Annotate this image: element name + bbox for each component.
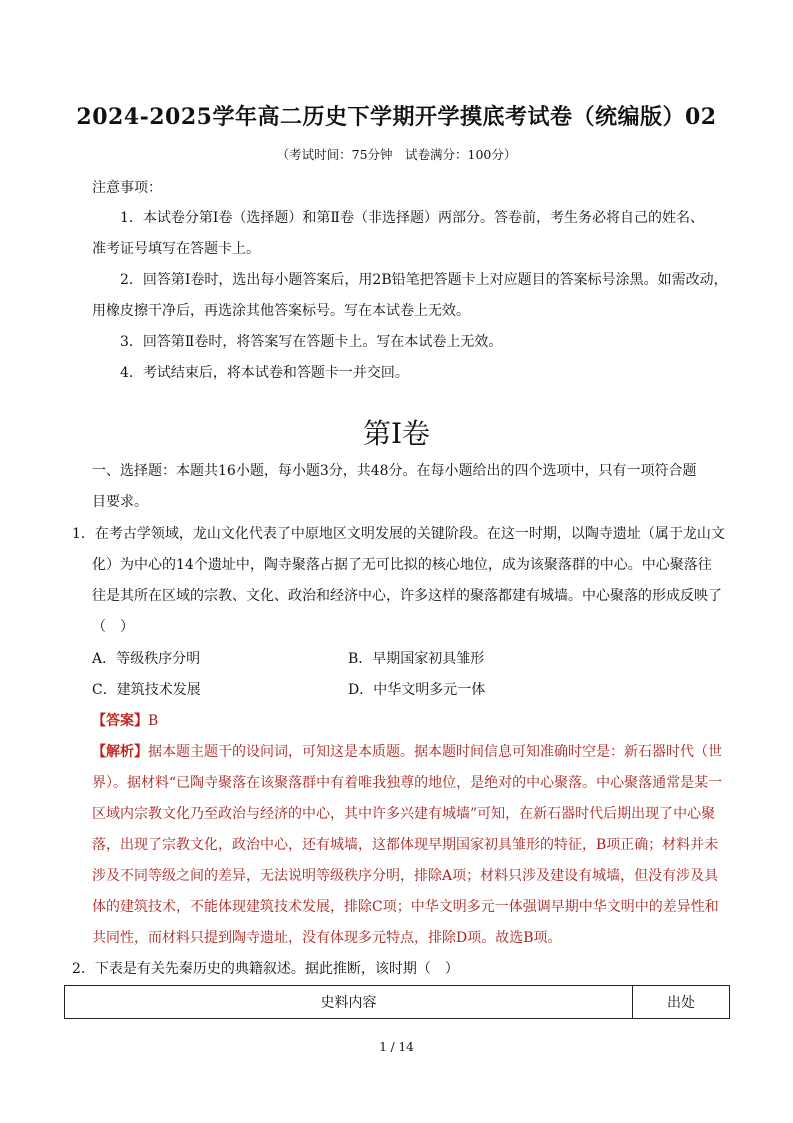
q1-option-a: A．等级秩序分明	[92, 651, 201, 667]
answer-value: B	[148, 713, 159, 729]
section-intro: 一、选择题：本题共16小题，每小题3分，共48分。在每小题给出的四个选项中，只有一项符合题	[92, 463, 697, 479]
notice-line: 1．本试卷分第Ⅰ卷（选择题）和第Ⅱ卷（非选择题）两部分。答卷前，考生务必将自己的姓名、	[120, 210, 704, 226]
q1-stem: 往是其所在区域的宗教、文化、政治和经济中心，许多这样的聚落都建有城墙。中心聚落的形成反映了	[92, 588, 722, 604]
q1-stem: 1．在考古学领域，龙山文化代表了中原地区文明发展的关键阶段。在这一时期，以陶寺遗址（属于龙山文	[72, 526, 725, 542]
notice-line: 3．回答第Ⅱ卷时，将答案写在答题卡上。写在本试卷上无效。	[120, 334, 503, 350]
q1-stem: 化）为中心的14个遗址中，陶寺聚落占据了无可比拟的核心地位，成为该聚落群的中心。中心聚落往	[92, 557, 712, 573]
section-title: 第Ⅰ卷	[362, 417, 431, 450]
q1-answer	[92, 710, 158, 730]
q1-analysis: 涉及不同等级之间的差异，无法说明等级秩序分明，排除A项；材料只涉及建设有城墙，但没有涉及具	[92, 868, 719, 884]
table-header-content: 史料内容	[65, 986, 633, 1018]
q1-stem: （ ）	[92, 619, 134, 635]
table-header-source: 出处	[667, 995, 695, 1011]
notice-line: 用橡皮擦干净后，再选涂其他答案标号。写在本试卷上无效。	[92, 303, 470, 319]
notice-heading: 注意事项：	[92, 180, 162, 196]
analysis-label: 【解析】	[92, 744, 148, 760]
q2-stem: 2．下表是有关先秦历史的典籍叙述。据此推断，该时期（ ）	[72, 961, 459, 977]
section-intro: 目要求。	[92, 494, 148, 510]
answer-label: 【答案】	[92, 713, 148, 729]
q1-analysis: 体的建筑技术，不能体现建筑技术发展，排除C项；中华文明多元一体强调早期中华文明中的差异性和	[92, 899, 719, 915]
q1-analysis: 共同性，而材料只提到陶寺遗址，没有体现多元特点，排除D项。故选B项。	[92, 930, 562, 946]
q1-analysis: 区域内宗教文化乃至政治与经济的中心，其中许多兴建有城墙”可知，在新石器时代后期出现了中心聚	[92, 806, 716, 822]
notice-line: 4．考试结束后，将本试卷和答题卡一并交回。	[120, 365, 409, 381]
q1-option-b: B．早期国家初具雏形	[348, 651, 485, 667]
notice-line: 准考证号填写在答题卡上。	[92, 241, 260, 257]
analysis-text: 据本题主题干的设问词，可知这是本质题。据本题时间信息可知准确时空是：新石器时代（世	[148, 744, 722, 760]
source-table	[64, 985, 730, 1019]
q1-analysis	[92, 741, 722, 761]
q1-analysis: 界）。据材料“已陶寺聚落在该聚落群中有着唯我独尊的地位，是绝对的中心聚落。中心聚落通常是某一	[92, 775, 723, 791]
q1-option-c: C．建筑技术发展	[92, 682, 201, 698]
exam-subtitle: （考试时间：75分钟 试卷满分：100分）	[276, 147, 517, 162]
exam-title: 2024-2025学年高二历史下学期开学摸底考试卷（统编版）02	[76, 104, 717, 130]
q1-analysis: 落，出现了宗教文化，政治中心，还有城墙，这都体现早期国家初具雏形的特征，B项正确；材料并未	[92, 837, 719, 853]
page-number: 1 / 14	[379, 1040, 414, 1054]
notice-line: 2．回答第Ⅰ卷时，选出每小题答案后，用2B铅笔把答题卡上对应题目的答案标号涂黑。如需改动，	[120, 272, 728, 288]
q1-option-d: D．中华文明多元一体	[348, 682, 486, 698]
